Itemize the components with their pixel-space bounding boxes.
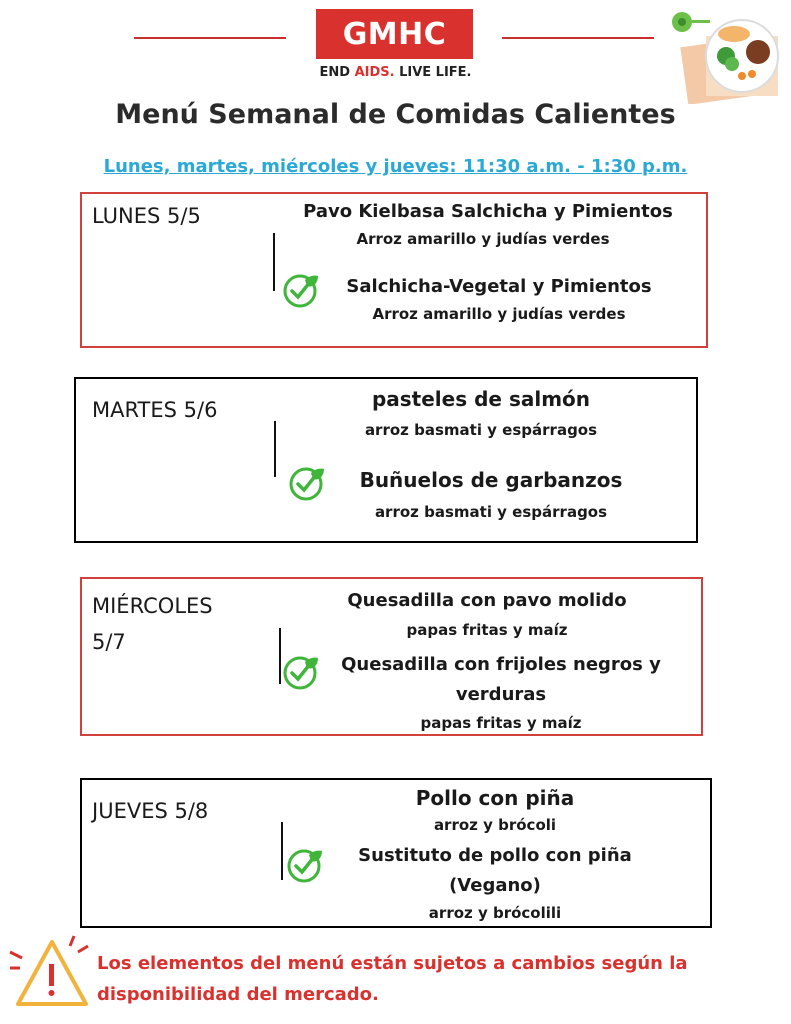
main-side-thursday: arroz y brócoli [433,816,557,834]
day-label-tuesday: MARTES 5/6 [92,398,218,422]
vegetarian-check-icon [283,272,319,308]
divider-thursday [281,822,283,880]
main-dish-monday: Pavo Kielbasa Salchicha y Pimientos [303,201,673,222]
main-side-wednesday: papas fritas y maíz [406,621,568,639]
tagline-part3: LIVE LIFE. [394,65,472,80]
day-label-monday: LUNES 5/5 [92,204,201,228]
day-label-wednesday-line1: MIÉRCOLES [92,594,213,618]
veg-dish-monday: Salchicha-Vegetal y Pimientos [346,276,652,297]
divider-wednesday [279,628,281,684]
gmhc-logo: GMHC [316,9,473,59]
tagline-part1: END [319,65,355,80]
veg-dish-thursday-line2: (Vegano) [449,875,541,896]
veg-side-tuesday: arroz basmati y espárragos [374,503,608,521]
vegetarian-check-icon [289,465,325,501]
main-dish-thursday: Pollo con piña [415,786,575,810]
header-rule-left [134,37,286,39]
notice-line2: disponibilidad del mercado. [97,984,379,1005]
vegetarian-check-icon [287,847,323,883]
day-label-wednesday-line2: 5/7 [92,630,126,654]
main-dish-tuesday: pasteles de salmón [371,387,591,411]
warning-icon [8,932,92,1016]
tagline-part2: AIDS. [354,65,395,80]
service-hours-link[interactable]: Lunes, martes, miércoles y jueves: 11:30 a.m. - 1:30 p.m. [103,156,688,177]
main-dish-wednesday: Quesadilla con pavo molido [347,590,627,611]
veg-side-thursday: arroz y brócolili [428,904,562,922]
notice-line1: Los elementos del menú están sujetos a cambios según la [97,953,688,974]
veg-side-wednesday: papas fritas y maíz [420,714,582,732]
menu-change-notice [97,948,787,1010]
day-label-thursday: JUEVES 5/8 [92,799,209,823]
veg-dish-wednesday-line2: verduras [455,684,547,705]
veg-side-monday: Arroz amarillo y judías verdes [372,305,626,323]
food-plate-icon [666,8,782,104]
veg-dish-tuesday: Buñuelos de garbanzos [359,468,623,492]
page-title: Menú Semanal de Comidas Calientes [115,99,676,130]
veg-dish-thursday-line1: Sustituto de pollo con piña [358,845,632,866]
main-side-monday: Arroz amarillo y judías verdes [356,230,610,248]
veg-dish-wednesday-line1: Quesadilla con frijoles negros y [341,654,661,675]
main-side-tuesday: arroz basmati y espárragos [364,421,598,439]
header-rule-right [502,37,654,39]
